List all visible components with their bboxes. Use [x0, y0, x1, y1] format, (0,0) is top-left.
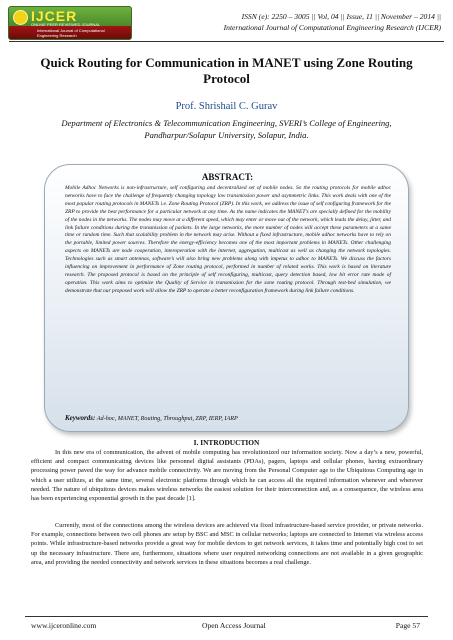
logo-title: IJCER — [31, 8, 78, 24]
abstract-heading: ABSTRACT: — [201, 172, 254, 182]
abstract-box — [44, 164, 409, 432]
keywords-list: Ad-hoc, MANET, Routing, Throughput, ZRP, IERP, IARP — [95, 415, 238, 422]
author-name: Prof. Shrishail C. Gurav — [175, 101, 278, 112]
abstract-text: Mobile Adhoc Networks is non-infrastructure, self configuring and decentralized set of mobile nodes. So the routing protocols for mobile adhoc networks have to face the challenge of frequently changing topology low transmission power and asymmetric links. This work deals with one of the most popular routing protocols in MANETs i.e. Zone Routing Protocol (ZRP). In this work, we address the issue of self configuring framework for the ZRP to provide the best performance for a particular network at any time. As the name indicates the MANET’s are specially defined for the mobility of the nodes in the networks. The nodes may move at a different speed, which may enter or move out of the network, which leads the delay, jitter, and link failure conditions during the transmission of packets. In the large networks, the more number of nodes will accept these parameters at a same time or random time. Such that scalability problem in the network may arise. Without a fixed infrastructure, mobile adhoc networks have to rely on the portable, limited power sources. Therefore the energy-efficiency becomes one of the most important problems in MANETs. Other challenging aspects on MANETs are node cooperation, interoperation with the internet, aggregation, multicast as well as changing the network topologies. Technologies such as smart antennas, software’s will also bring new problems along with impetus to adhoc to MANETs. We discuss the factors influencing on improvement in performance of Zone routing protocol, performed in number of related works. This work is based on literature research. The proposed protocol is based on the principle of self reconfiguring, multicast, query detection based, low bit error rate mode of operation. This work aims to optimize the Quality of Service in transmission for the zone routing protocol. Through test-bed simulation, we demonstrate that our proposed work will allow the ZRP to operate a better reconfiguration framework during link failure conditions. — [65, 185, 391, 294]
footer-access: Open Access Journal — [202, 621, 266, 630]
footer-rule — [25, 616, 428, 617]
intro-paragraph-2: Currently, most of the connections among the wireless devices are achieved via fixed infrastructure-based service provider, or private networks. For example, connections between two cell phones are setup by BSC and MSC in cellular networks; laptops are connected to Internet via wireless access points. While infrastructure-based networks provide a great way for mobile devices to get network services, it takes time and potentially high cost to set up the necessary infrastructure. There are, furthermore, situations where user required networking connections are not available in a given geographic area, and providing the needed connectivity and network services in these situations becomes a real challenge. — [31, 522, 423, 566]
paper-title: Quick Routing for Communication in MANET using Zone Routing Protocol — [40, 55, 413, 86]
keywords-label: Keywords: — [65, 414, 96, 422]
page-header — [0, 0, 453, 44]
logo-line-2: International Journal of Computational — [37, 28, 105, 33]
header-rule — [9, 41, 444, 42]
keywords — [65, 414, 391, 423]
logo-emblem-icon — [13, 10, 28, 25]
journal-name: International Journal of Computational Engineering Research (IJCER) — [223, 23, 441, 32]
section-heading-introduction: I. INTRODUCTION — [193, 438, 260, 447]
intro-paragraph-1: In this new era of communication, the advent of mobile computing has revolutionized our information society. Now a day’s a new, powerful, efficient and compact communicating devices like personnel digital assistants (PDAs), pagers, laptops and cellular phones, having extraordinary processing power paved the way for advance mobile connectivity. We are moving from the Personal Computer age to the Ubiquitous Computing age in which a user utilizes, at the same time, several electronic platforms through which he can access all the required information whenever and wherever needed. The nature of ubiquitous devices makes wireless networks the easiest solution for their interconnection and, as a consequence, the wireless area has been experiencing exponential growth in the past decade [1]. — [31, 449, 423, 503]
issn-line: ISSN (e): 2250 – 3005 || Vol, 04 || Issue, 11 || November – 2014 || — [241, 12, 441, 21]
footer-page-number: Page 57 — [395, 621, 420, 630]
author-affiliation: Department of Electronics & Telecommunication Engineering, SVERI’s College of Engineering, Pandharpur/Solapur University, Solapur, India. — [61, 118, 392, 140]
logo-tagline: ONLINE PEER REVIEWED JOURNAL — [31, 22, 101, 27]
journal-logo — [8, 6, 132, 40]
footer-website: www.ijceronline.com — [31, 621, 97, 630]
logo-line-3: Engineering Research — [37, 33, 77, 38]
